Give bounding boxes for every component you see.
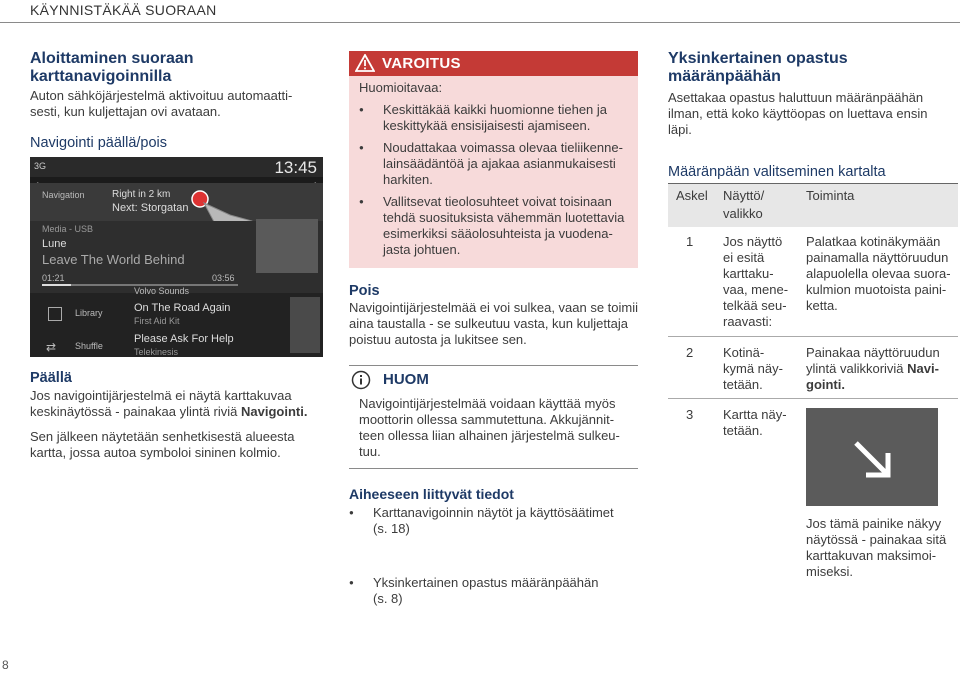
on-text: Jos navigointijärjestelmä ei näytä karttakuvaa keskinäytössä - painakaa ylintä riviä Navigointi. [30,388,308,419]
center-display-screenshot [30,157,323,357]
nav-onoff-heading: Navigointi päällä/pois [30,135,168,151]
shuffle-icon: ⇄ [46,340,57,354]
shuffle-button[interactable]: Shuffle [75,341,103,351]
tile-caption: Jos tämä painike näkyy näytössä - painakaa sitä karttakuvan maksimoi- miseksi. [806,516,947,579]
library-button[interactable]: Library [75,308,103,318]
related-link[interactable]: ● Yksinkertainen opastus määränpäähän (s. 8) [349,575,960,607]
related-heading: Aiheeseen liittyvät tiedot [349,486,514,502]
table-row: 1 [686,234,694,249]
table-cell: Jos näyttö ei esitä karttaku- vaa, mene- telkää seu- raavasti: [723,234,789,329]
pois-heading: Pois [349,283,380,299]
warning-item: ● Noudattakaa voimassa olevaa tieliikenne- lainsäädäntöä ja ajakaa asianmukaisesti harkiten. [359,140,634,188]
album-art [290,297,320,353]
table-cell: Painakaa näyttöruudun ylintä valikkoriviä Navi- gointi. [806,345,940,392]
page-number: 8 [2,658,9,672]
table-cell: Kartta näy- tetään. [723,407,787,438]
warning-body: Huomioitavaa: ● Keskittäkää kaikki huomionne tiehen ja keskittykää ensisijaisesti ajamiseen. ● Noudattakaa voimassa olevaa tieliikenne- lainsäädäntöä ja ajakaa asianmukaisesti harkiten. ● Vallitsevat tieolosuhteet voivat toisinaan tehdä suosituksista vähemmän luotettavia esimerkiksi sääolosuhteista ja vuodena- jasta johtuen. [349,76,638,268]
row-divider [668,398,958,399]
related-link[interactable]: ● Karttanavigoinnin näytöt ja käyttösäätimet (s. 18) [349,505,960,537]
row-divider [668,336,958,337]
media-tile[interactable]: Media - USB Lune Leave The World Behind 01:21 03:56 [30,221,323,293]
intro-text: Asettakaa opastus haluttuun määränpäähän ilman, että koko käyttöopas on luettava ensin läpi. [668,90,928,137]
note-rule [349,468,638,469]
section-heading: Yksinkertainen opastus määränpäähän [668,50,848,85]
table-row: 2 [686,345,694,360]
header-rule [0,22,960,23]
info-icon [351,370,371,390]
table-cell: Kotinä- kymä näy- tetään. [723,345,783,392]
running-header: KÄYNNISTÄKÄÄ SUORAAN [30,2,217,18]
on-text-2: Sen jälkeen näytetään senhetkisestä alueesta kartta, jossa autoa symboloi sininen kolmio. [30,429,295,460]
note-rule [349,365,638,366]
status-bar [30,157,323,177]
table-heading: Määränpään valitseminen kartalta [668,164,886,180]
warning-triangle-icon [355,54,375,72]
pois-text: Navigointijärjestelmää ei voi sulkea, vaan se toimii aina taustalla - se sulkeutuu vasta, kun kuljettaja poistuu autosta ja lukitsee sen. [349,300,639,347]
on-heading: Päällä [30,370,72,386]
note-text: Navigointijärjestelmää voidaan käyttää myös moottorin ollessa sammutettuna. Akkujännit- teen ollessa liian alhainen järjestelmä sulkeu- tuu. [359,396,620,459]
list-item[interactable]: Please Ask For Help [134,333,234,345]
clock: 13:45 [274,158,317,177]
note-title: HUOM [383,371,429,388]
table-row: 3 [686,407,694,422]
network-indicator: 3G [34,161,47,171]
intro-text: Auton sähköjärjestelmä aktivoituu automaatti- sesti, kun kuljettajan ovi avataan. [30,88,293,119]
warning-header: VAROITUS [349,51,638,76]
library-icon [48,307,62,321]
maximize-map-button[interactable] [806,408,938,506]
warning-item: ● Keskittäkää kaikki huomionne tiehen ja keskittykää ensisijaisesti ajamiseen. [359,102,634,134]
table-header: Askel Näyttö/ valikko Toiminta [668,183,958,227]
expand-arrow-icon [806,408,938,506]
warning-item: ● Vallitsevat tieolosuhteet voivat toisinaan tehdä suosituksista vähemmän luotettavia esimerkiksi sääolosuhteista ja vuodena- jasta johtuen. [359,194,634,258]
media-list: Library ⇄ Shuffle Volvo Sounds On The Road Again First Aid Kit Please Ask For Help Telekinesis [30,293,323,357]
navigation-row[interactable]: Navigation Right in 2 km Next: Storgatan [30,183,323,221]
table-cell: Palatkaa kotinäkymään painamalla näyttöruudun alapuolella olevaa suora- kulmion muotoista paini- ketta. [806,234,951,313]
album-art [256,219,318,273]
list-item[interactable]: On The Road Again [134,302,231,314]
section-heading: Aloittaminen suoraan karttanavigoinnilla [30,50,194,85]
